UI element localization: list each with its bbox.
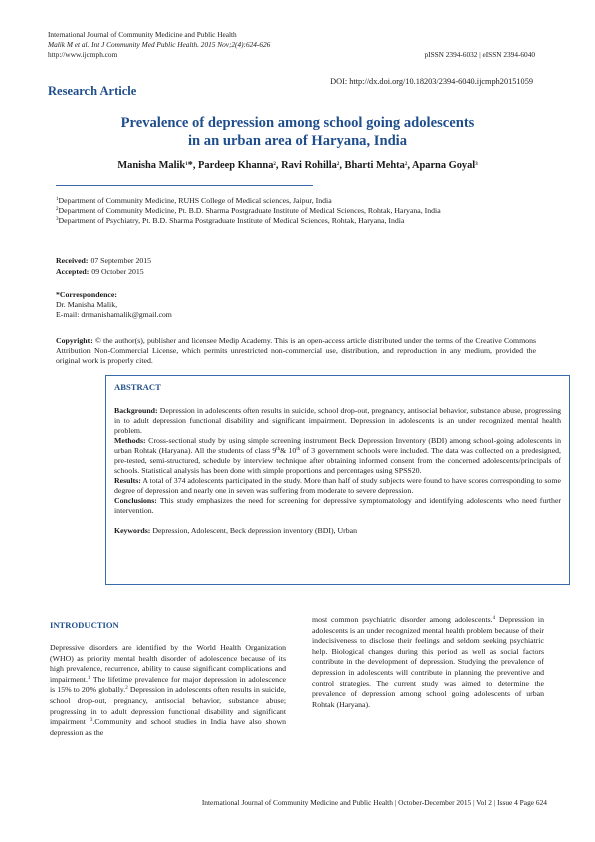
correspondence: *Correspondence: Dr. Manisha Malik, E-mail: drmanishamalik@gmail.com [56,290,172,319]
author-separator: , [275,160,282,171]
author-affiliation-marker: 1 [185,162,188,167]
doi[interactable]: DOI: http://dx.doi.org/10.18203/2394-6040.ijcmph20151059 [330,77,533,86]
author-name: Aparna Goyal [411,160,476,171]
author-affiliation-marker: 2 [336,162,340,167]
abstract-box [105,375,570,585]
affiliation-item [56,216,536,226]
affiliation-text: Department of Community Medicine, Pt. B.D. Sharma Postgraduate Institute of Medical Sciences, Rohtak, Haryana, India [58,206,441,215]
abstract-conclusions: Conclusions: This study emphasizes the need for screening for depressive symptomatology and identifying adolescents who need further intervention. [114,496,561,515]
article-type: Research Article [48,84,137,98]
author-name: Manisha Malik [117,160,186,171]
author-name: Pardeep Khanna [198,160,274,171]
keywords: Keywords: Depression, Adolescent, Beck depression inventory (BDI), Urban [114,526,357,535]
introduction-paragraph-2: most common psychiatric disorder among adolescents.$^4$ Depression in adolescents is an under recognized mental health problem because of their indecisiveness to disclose their feelings and seldom seeking psychiatric help. Biological changes during this period as well as social factors contribute in the development of depression. Studying the prevalence of depression in adolescents will contribute in planning the preventive and control strategies. The current study was aimed to determine the prevalence of depression among school going adolescents of urban Rohtak (Haryana). [312,615,544,709]
author-affiliation-marker: 2 [404,162,408,167]
correspondence-email[interactable]: E-mail: drmanishamalik@gmail.com [56,310,172,319]
abstract-body [114,406,561,536]
affiliation-text: Department of Psychiatry, Pt. B.D. Sharma Postgraduate Institute of Medical Sciences, Rohtak, Haryana, India [58,216,405,225]
author-list [0,160,595,171]
author-affiliation-marker: 3 [475,162,478,167]
journal-website[interactable]: http://www.ijcmph.com [48,50,118,59]
copyright-notice: Copyright: © the author(s), publisher and licensee Medip Academy. This is an open-access article distributed under the terms of the Creative Commons Attribution Non-Commercial License, which permits unrestricted non-commercial use, distribution, and reproduction in any medium, provided the original work is properly cited. [56,336,537,365]
author-affiliation-marker: 2 [273,162,276,167]
author-separator: *, [187,160,199,171]
affiliation-text: Department of Community Medicine, RUHS College of Medical sciences, Jaipur, India [58,196,332,205]
abstract-methods: Methods: Cross-sectional study by using simple screening instrument Beck Depression Inventory (BDI) among school-going adolescents in urban Rohtak (Haryana). All the students of class 9th& 10th of 3 government schools were included. The data was collected on a predesigned, pre-tested, semi-structured, schedule by interview technique after obtaining informed consent from the concerned adolescents/principals of schools. Statistical analysis has been done with simple proportions and percentages using SPSS20. [114,436,562,475]
affiliations [56,196,536,226]
affiliation-marker: 1 [56,197,59,202]
author-separator: , [407,160,412,171]
abstract-background: Background: Depression in adolescents often results in suicide, school drop-out, pregnancy, antisocial behavior, substance abuse, progressing in to adult depression functional disability and significant impairment. Depression in adolescents is an under recognized mental health problem. [114,406,561,435]
introduction-heading: INTRODUCTION [50,620,119,630]
affiliation-item [56,206,536,216]
received-date: Received: 07 September 2015 [56,256,152,265]
citation-line: Malik M et al. Int J Community Med Public Health. 2015 Nov;2(4):624-626 [48,40,271,49]
author-name: Bharti Mehta [344,160,405,171]
journal-name: International Journal of Community Medicine and Public Health [48,30,237,39]
introduction-paragraph-1: Depressive disorders are identified by the World Health Organization (WHO) as priority mental health disorder of adolescence because of its high prevalence, recurrence, ability to cause significant complications and impairment.$^1$ The lifetime prevalence for major depression in adolescence is 15% to 20% globally.$^2$ Depression in adolescents often results in suicide, school drop-out, pregnancy, antisocial behavior, substance abuse; progressing in to adult depression functional disability and significant impairment $^3$.Community and school studies in India have also shown depression as the [50,643,286,737]
affiliation-marker: 2 [56,207,59,212]
issn: pISSN 2394-6032 | eISSN 2394-6040 [424,50,535,59]
author-name: Ravi Rohilla [281,160,337,171]
affiliation-item [56,196,536,206]
article-title: Prevalence of depression among school going adolescents in an urban area of Haryana, India [120,115,475,149]
abstract-heading: ABSTRACT [114,382,161,392]
page-footer: International Journal of Community Medicine and Public Health | October-December 2015 | Vol 2 | Issue 4 Page 624 [201,798,547,807]
author-separator: , [339,160,345,171]
accepted-date: Accepted: 09 October 2015 [56,267,144,276]
abstract-results: Results: A total of 374 adolescents participated in the study. More than half of study subjects were found to have scores corresponding to some degree of depression and nearly one in seven was suffering from moderate to severe depression. [114,476,561,495]
affiliation-marker: 3 [56,217,59,222]
divider [56,185,313,186]
